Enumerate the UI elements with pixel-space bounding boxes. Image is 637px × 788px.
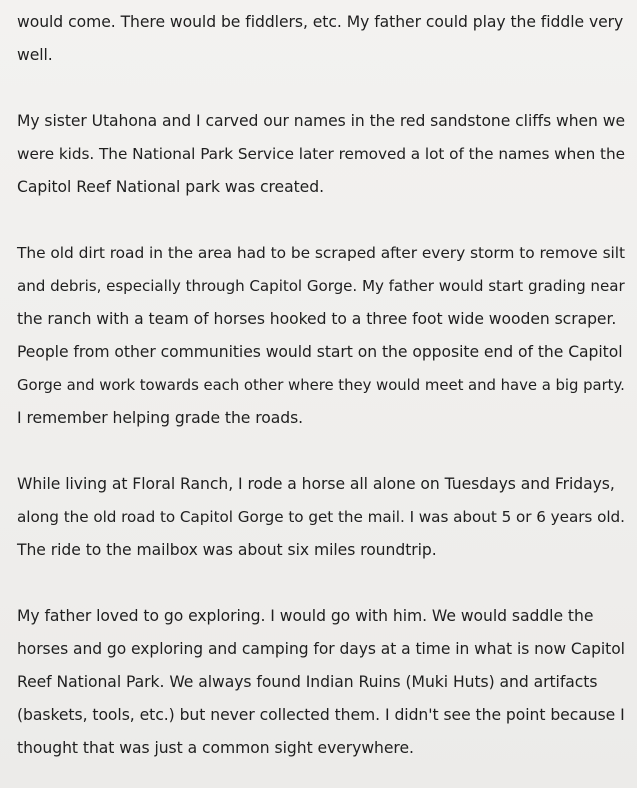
text-line: horses and go exploring and camping for days at a time in what is now Capitol [17, 640, 625, 658]
text-line: and debris, especially through Capitol Gorge. My father would start grading near [17, 277, 625, 295]
text-line: People from other communities would start on the opposite end of the Capitol [17, 343, 623, 361]
text-line: The ride to the mailbox was about six miles roundtrip. [17, 541, 437, 559]
paragraph-2 [17, 105, 623, 204]
paragraph-1 [17, 6, 623, 72]
text-line: I remember helping grade the roads. [17, 409, 304, 427]
paragraph-4 [17, 468, 623, 567]
paragraph-3 [17, 237, 626, 435]
text-line: along the old road to Capitol Gorge to get the mail. I was about 5 or 6 years old. [17, 508, 625, 526]
text-line: Capitol Reef National park was created. [17, 178, 324, 196]
text-line: My father loved to go exploring. I would go with him. We would saddle the [17, 607, 594, 625]
text-line: well. [17, 46, 53, 64]
text-line: would come. There would be fiddlers, etc. My father could play the fiddle very [17, 13, 624, 31]
text-line: While living at Floral Ranch, I rode a horse all alone on Tuesdays and Fridays, [17, 475, 615, 493]
text-line: thought that was just a common sight everywhere. [17, 739, 414, 757]
text-line: The old dirt road in the area had to be scraped after every storm to remove silt [17, 244, 626, 262]
text-line: My sister Utahona and I carved our names in the red sandstone cliffs when we [17, 112, 625, 130]
text-line: the ranch with a team of horses hooked to a three foot wide wooden scraper. [17, 310, 617, 328]
text-line: (baskets, tools, etc.) but never collected them. I didn't see the point because I [17, 706, 625, 724]
text-line: were kids. The National Park Service later removed a lot of the names when the [17, 145, 625, 163]
paragraph-5 [17, 600, 623, 765]
text-line: Gorge and work towards each other where they would meet and have a big party. [17, 376, 625, 394]
text-line: Reef National Park. We always found Indian Ruins (Muki Huts) and artifacts [17, 673, 598, 691]
